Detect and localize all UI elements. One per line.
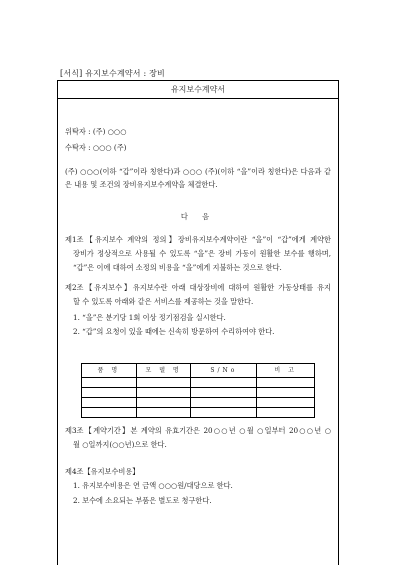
article1-line-1: 제1조【유지보수 계약의 정의】장비유지보수계약이란 “을”이 “갑”에게 계약한 bbox=[65, 235, 331, 244]
article1-line-2: 장비가 정상적으로 사용될 수 있도록 “을”은 장비 가동이 원활한 보수를 행하며, bbox=[73, 249, 331, 258]
col-remarks: 비 고 bbox=[257, 364, 315, 378]
col-product-name: 품 명 bbox=[82, 364, 137, 378]
table-row bbox=[82, 408, 315, 418]
col-serial-no: S/No bbox=[191, 364, 257, 378]
equipment-table bbox=[81, 363, 315, 418]
article1-line-3: “갑”은 이에 대하여 소정의 비용을 “을”에게 지불하는 것으로 한다. bbox=[73, 263, 282, 272]
document-title: 유지보수계약서 bbox=[58, 81, 338, 99]
preamble-line-2: 은 내용 및 조건의 장비유지보수계약을 체결한다. bbox=[65, 180, 218, 189]
trustee-line: 수탁자 : ○○○ (주) bbox=[65, 143, 127, 152]
article4-item-2: 2. 보수에 소요되는 부품은 별도로 청구한다. bbox=[73, 496, 212, 505]
table-row bbox=[82, 398, 315, 408]
table-row bbox=[82, 378, 315, 388]
article3-line-2: 월 ○일까지(○○년)으로 한다. bbox=[73, 440, 167, 449]
article3-line-1: 제3조【계약기간】본 계약의 유효기간은 20○○년 ○월 ○일부터 20○○년 ○ bbox=[65, 426, 331, 435]
preamble-line-1: (주) ○○○(이하 “갑”이라 칭한다)과 ○○○ (주)(이하 “을”이라 칭한다)은 다음과 같 bbox=[65, 167, 331, 176]
table-row bbox=[82, 388, 315, 398]
col-model-name: 모 델 명 bbox=[136, 364, 191, 378]
article2-item-1: 1. “을”은 분기당 1회 이상 정기점검을 실시한다. bbox=[73, 313, 226, 322]
article4-heading: 제4조【유지보수비용】 bbox=[65, 467, 140, 476]
form-caption: [서식] 유지보수계약서 : 장비 bbox=[60, 69, 165, 78]
article4-item-1: 1. 유지보수비용은 연 금액 ○○○원/대당으로 한다. bbox=[73, 481, 233, 490]
article2-line-2: 할 수 있도록 아래와 같은 서비스를 제공하는 것을 말한다. bbox=[73, 297, 254, 306]
contract-document bbox=[57, 80, 339, 565]
delegator-line: 위탁자 : (주) ○○○ bbox=[65, 127, 127, 136]
article2-item-2: 2. “갑”의 요청이 있을 때에는 신속히 방문하여 수리하여야 한다. bbox=[73, 327, 275, 336]
section-heading: 다 음 bbox=[180, 212, 216, 221]
table-header-row bbox=[82, 364, 315, 378]
article2-line-1: 제2조【유지보수】유지보수란 아래 대상장비에 대하여 원활한 가동상태를 유지 bbox=[65, 283, 331, 292]
